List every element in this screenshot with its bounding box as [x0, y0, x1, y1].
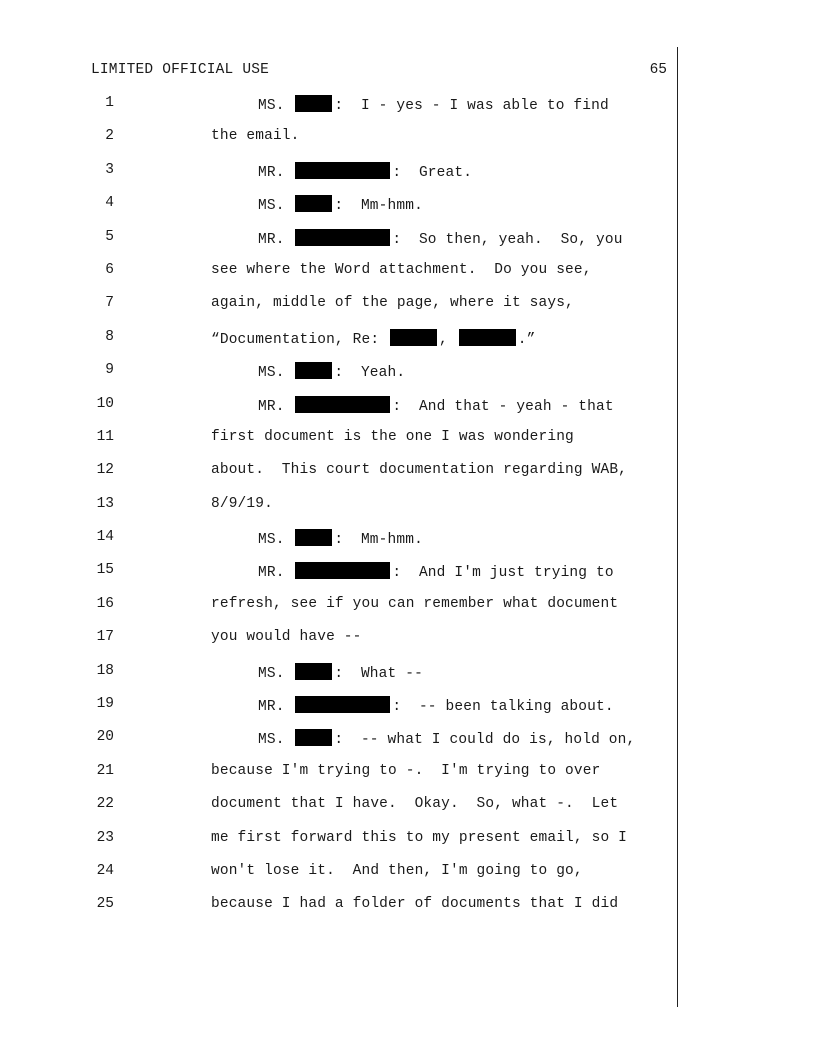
line-text [211, 629, 361, 645]
line-text [258, 195, 423, 214]
line-text [258, 562, 614, 581]
text-segment: : Mm-hmm. [334, 198, 423, 215]
line-number: 22 [96, 796, 114, 813]
redaction-box [295, 396, 390, 413]
transcript-lines [0, 86, 816, 921]
line-number: 10 [96, 395, 114, 412]
text-segment: MS. [258, 732, 294, 749]
transcript-line [0, 787, 816, 820]
text-segment: MS. [258, 365, 294, 382]
line-number: 2 [105, 128, 114, 145]
line-text [211, 429, 574, 445]
text-segment: because I had a folder of documents that I did [211, 896, 619, 913]
text-segment: see where the Word attachment. Do you see, [211, 261, 592, 278]
redaction-box [295, 95, 332, 112]
line-text [258, 229, 623, 248]
text-segment: : And that - yeah - that [392, 398, 614, 415]
line-number: 5 [105, 228, 114, 245]
line-text [211, 896, 618, 912]
text-segment: MS. [258, 198, 294, 215]
redaction-box [295, 696, 390, 713]
line-text [258, 663, 423, 682]
text-segment: again, middle of the page, where it says, [211, 295, 574, 312]
text-segment: MR. [258, 699, 294, 716]
line-number: 12 [96, 462, 114, 479]
transcript-line [0, 854, 816, 887]
text-segment: : Yeah. [334, 365, 406, 382]
redaction-box [459, 329, 516, 346]
line-text [211, 496, 273, 512]
redaction-box [295, 229, 390, 246]
redaction-box [295, 663, 332, 680]
line-text [258, 162, 472, 181]
line-text [211, 830, 627, 846]
line-number: 25 [96, 896, 114, 913]
line-number: 17 [96, 629, 114, 646]
transcript-line [0, 553, 816, 586]
line-text [258, 95, 609, 114]
line-text [211, 462, 627, 478]
text-segment: MR. [258, 398, 294, 415]
redaction-box [295, 162, 390, 179]
transcript-line [0, 887, 816, 920]
text-segment: 8/9/19. [211, 495, 273, 512]
transcript-line [0, 320, 816, 353]
text-segment: “Documentation, Re: [211, 331, 389, 348]
redaction-box [390, 329, 437, 346]
line-number: 8 [105, 328, 114, 345]
line-number: 7 [105, 295, 114, 312]
classification-header: LIMITED OFFICIAL USE [91, 62, 270, 78]
text-segment: because I'm trying to -. I'm trying to over [211, 762, 601, 779]
transcript-line [0, 220, 816, 253]
text-segment: you would have -- [211, 629, 362, 646]
transcript-line [0, 420, 816, 453]
text-segment: refresh, see if you can remember what document [211, 595, 619, 612]
page-number: 65 [649, 62, 667, 78]
line-number: 6 [105, 261, 114, 278]
transcript-line [0, 620, 816, 653]
transcript-line [0, 353, 816, 386]
redaction-box [295, 362, 332, 379]
text-segment: document that I have. Okay. So, what -. Let [211, 796, 619, 813]
transcript-line [0, 286, 816, 319]
transcript-line [0, 654, 816, 687]
transcript-line [0, 821, 816, 854]
line-text [258, 529, 423, 548]
transcript-line [0, 153, 816, 186]
text-segment: : Great. [392, 164, 473, 181]
line-number: 3 [105, 161, 114, 178]
line-number: 16 [96, 595, 114, 612]
line-number: 18 [96, 662, 114, 679]
line-text [211, 863, 583, 879]
line-number: 24 [96, 862, 114, 879]
line-number: 19 [96, 696, 114, 713]
text-segment: , [439, 331, 457, 348]
line-text [211, 796, 618, 812]
line-number: 9 [105, 362, 114, 379]
line-text [258, 396, 614, 415]
text-segment: won't lose it. And then, I'm going to go, [211, 862, 583, 879]
line-number: 11 [96, 428, 114, 445]
line-number: 21 [96, 762, 114, 779]
line-text [211, 763, 600, 779]
text-segment: MR. [258, 164, 294, 181]
redaction-box [295, 195, 332, 212]
text-segment: : I - yes - I was able to find [334, 98, 609, 114]
line-number: 15 [96, 562, 114, 579]
transcript-line [0, 453, 816, 486]
text-segment: MR. [258, 565, 294, 582]
text-segment: : And I'm just trying to [392, 565, 614, 582]
transcript-line [0, 687, 816, 720]
text-segment: : What -- [334, 665, 423, 682]
transcript-line [0, 487, 816, 520]
line-number: 23 [96, 829, 114, 846]
line-text [258, 696, 614, 715]
line-text [211, 329, 535, 348]
text-segment: : -- what I could do is, hold on, [334, 732, 636, 749]
text-segment: me first forward this to my present email, so I [211, 829, 628, 846]
transcript-line [0, 253, 816, 286]
transcript-line [0, 754, 816, 787]
line-number: 20 [96, 729, 114, 746]
text-segment: about. This court documentation regarding WAB, [211, 462, 628, 479]
line-text [211, 295, 574, 311]
line-text [258, 729, 635, 748]
line-number: 4 [105, 195, 114, 212]
text-segment: : Mm-hmm. [334, 532, 423, 549]
text-segment: : -- been talking about. [392, 699, 614, 716]
redaction-box [295, 529, 332, 546]
redaction-box [295, 729, 332, 746]
transcript-line [0, 587, 816, 620]
transcript-line [0, 186, 816, 219]
transcript-line [0, 520, 816, 553]
transcript-line [0, 86, 816, 119]
text-segment: : So then, yeah. So, you [392, 231, 623, 248]
line-number: 1 [105, 95, 114, 111]
line-text [211, 596, 618, 612]
line-number: 13 [96, 495, 114, 512]
line-text [258, 362, 405, 381]
text-segment: MS. [258, 532, 294, 549]
line-text [211, 262, 592, 278]
transcript-line [0, 720, 816, 753]
text-segment: the email. [211, 128, 300, 145]
line-number: 14 [96, 529, 114, 546]
text-segment: MS. [258, 665, 294, 682]
line-text [211, 128, 300, 144]
text-segment: MR. [258, 231, 294, 248]
text-segment: first document is the one I was wondering [211, 428, 574, 445]
redaction-box [295, 562, 390, 579]
text-segment: .” [517, 331, 536, 348]
text-segment: MS. [258, 98, 294, 114]
transcript-line [0, 119, 816, 152]
transcript-line [0, 387, 816, 420]
